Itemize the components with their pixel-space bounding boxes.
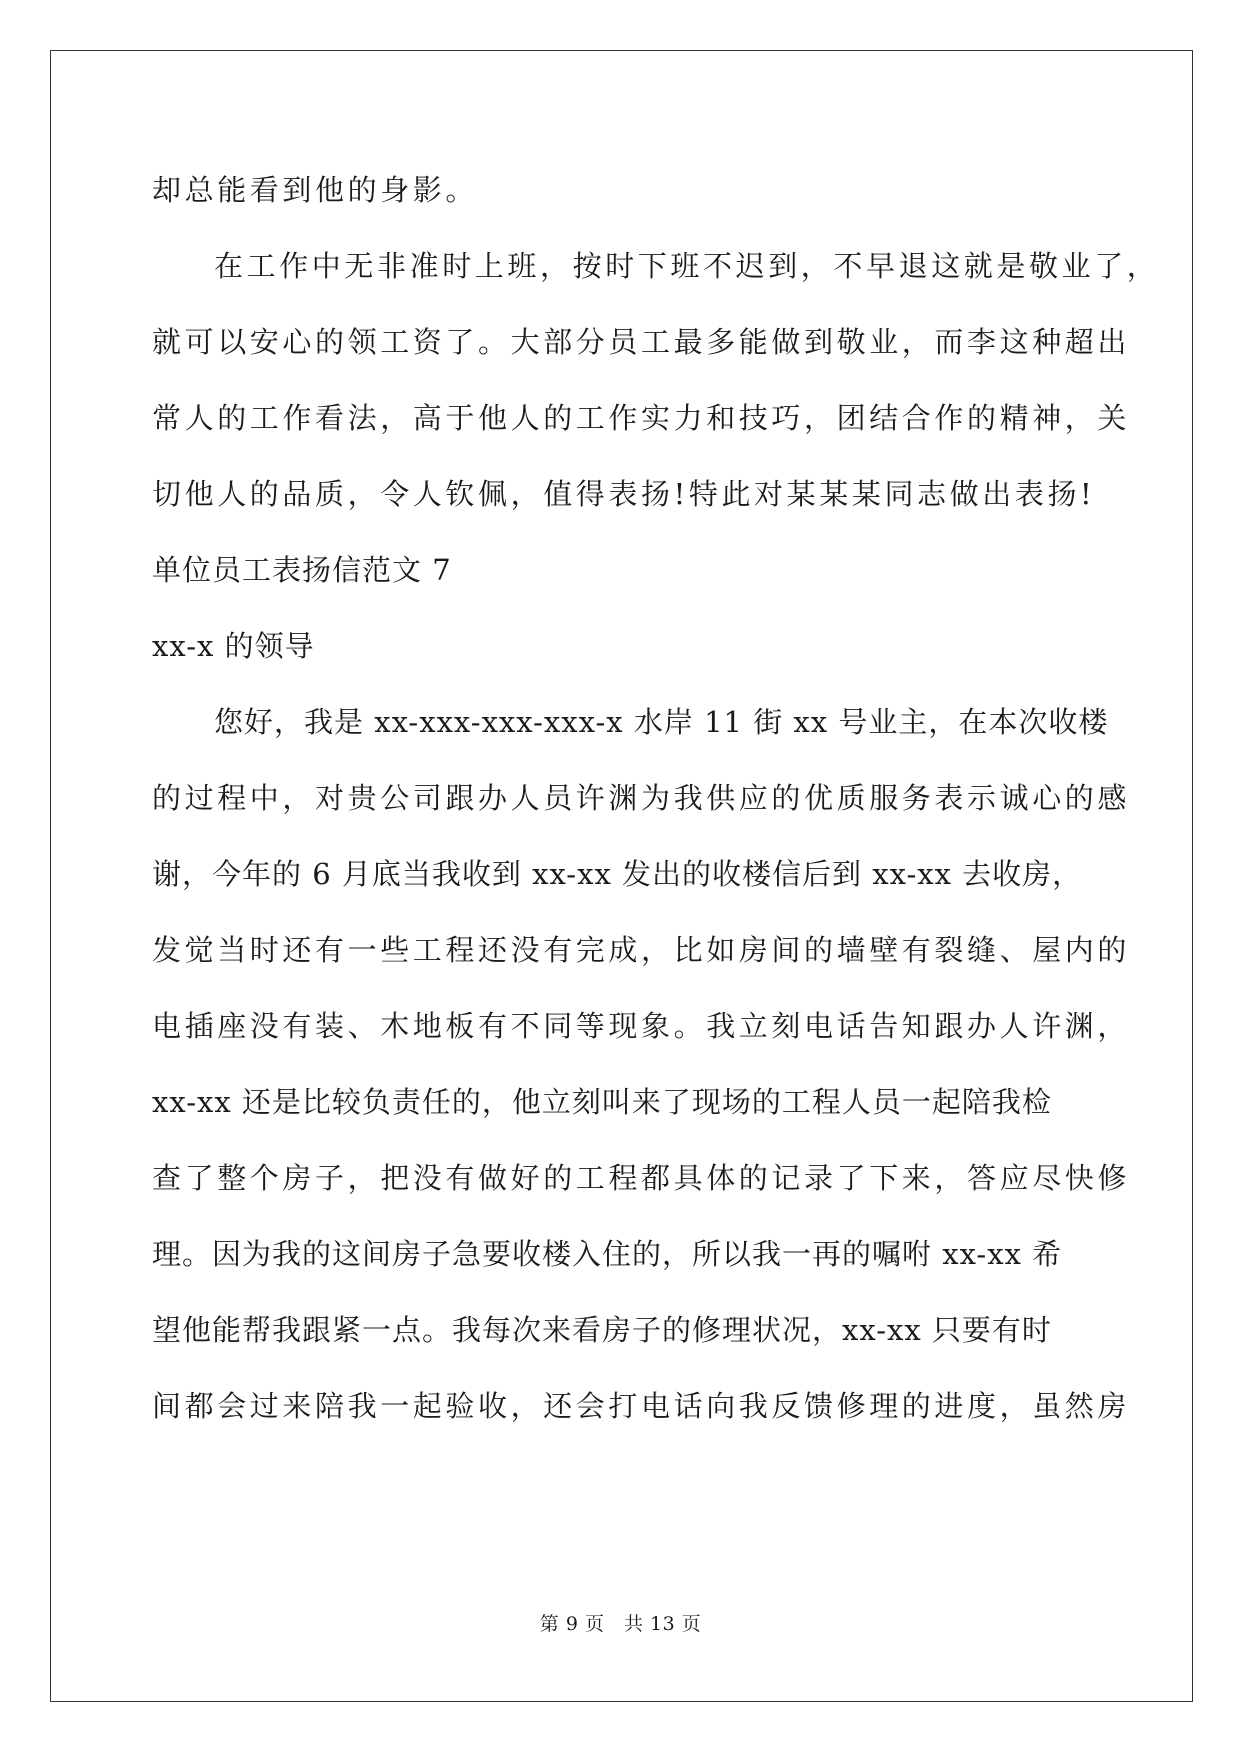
page-number-footer: 第 9 页 共 13 页 [539,1613,702,1635]
text-line: 查了整个房子，把没有做好的工程都具体的记录了下来，答应尽快修 [152,1161,1131,1195]
text-line: 发觉当时还有一些工程还没有完成，比如房间的墙壁有裂缝、屋内的 [152,933,1131,967]
text-line: 望他能帮我跟紧一点。我每次来看房子的修理状况，xx-xx 只要有时 [152,1313,1052,1347]
text-line: 间都会过来陪我一起验收，还会打电话向我反馈修理的进度，虽然房 [152,1389,1131,1423]
text-line: 理。因为我的这间房子急要收楼入住的，所以我一再的嘱咐 xx-xx 希 [152,1237,1063,1271]
paragraph-start-line: 您好，我是 xx-xxx-xxx-xxx-x 水岸 11 街 xx 号业主，在本次收楼 [214,705,1109,739]
section-heading: 单位员工表扬信范文 7 [152,553,452,587]
salutation: xx-x 的领导 [152,629,315,663]
text-line: 切他人的品质，令人钦佩，值得表扬!特此对某某某同志做出表扬! [152,477,1096,511]
text-line: 电插座没有装、木地板有不同等现象。我立刻电话告知跟办人许渊， [152,1009,1131,1043]
text-line: 谢，今年的 6 月底当我收到 xx-xx 发出的收楼信后到 xx-xx 去收房， [152,857,1083,891]
text-line: 的过程中，对贵公司跟办人员许渊为我供应的优质服务表示诚心的感 [152,781,1131,815]
paragraph-start-line: 在工作中无非准时上班，按时下班不迟到，不早退这就是敬业了， [214,249,1160,283]
text-line: xx-xx 还是比较负责任的，他立刻叫来了现场的工程人员一起陪我检 [152,1085,1052,1119]
text-line: 就可以安心的领工资了。大部分员工最多能做到敬业，而李这种超出 [152,325,1131,359]
text-line: 却总能看到他的身影。 [152,173,479,207]
text-line: 常人的工作看法，高于他人的工作实力和技巧，团结合作的精神，关 [152,401,1131,435]
